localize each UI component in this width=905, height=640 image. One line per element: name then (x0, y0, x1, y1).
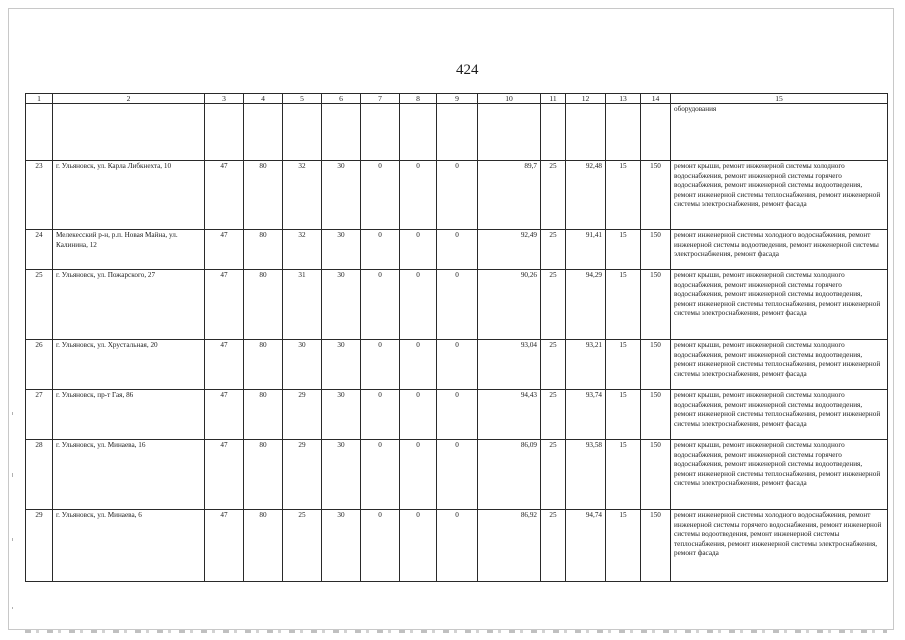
value-col5: 25 (283, 510, 322, 582)
value-col3: 47 (205, 230, 244, 270)
row-number: 23 (26, 161, 53, 230)
row-number: 28 (26, 440, 53, 510)
column-number: 2 (53, 94, 205, 104)
table-row (26, 161, 888, 230)
value-col6: 30 (322, 230, 361, 270)
column-number: 11 (541, 94, 566, 104)
value-col7: 0 (361, 161, 400, 230)
value-col4: 80 (244, 230, 283, 270)
value-col4: 80 (244, 270, 283, 340)
table-row (26, 230, 888, 270)
column-number: 15 (671, 94, 888, 104)
value-col8: 0 (400, 270, 437, 340)
column-number: 8 (400, 94, 437, 104)
value-col5: 29 (283, 390, 322, 440)
value-col11: 25 (541, 440, 566, 510)
value-col9: 0 (437, 161, 478, 230)
table-row (26, 510, 888, 582)
value-col5: 30 (283, 340, 322, 390)
value-col11: 25 (541, 510, 566, 582)
row-number: 24 (26, 230, 53, 270)
scan-speck (12, 473, 13, 477)
scan-speck (12, 538, 13, 541)
value-col10: 93,04 (478, 340, 541, 390)
value-col12: 93,21 (566, 340, 606, 390)
value-col9: 0 (437, 230, 478, 270)
value-col7: 0 (361, 510, 400, 582)
value-col8: 0 (400, 440, 437, 510)
value-col14: 150 (641, 440, 671, 510)
value-col7: 0 (361, 270, 400, 340)
value-col13: 15 (606, 390, 641, 440)
column-number: 4 (244, 94, 283, 104)
value-col13: 15 (606, 510, 641, 582)
value-col11: 25 (541, 161, 566, 230)
value-col3: 47 (205, 440, 244, 510)
work-description: ремонт крыши, ремонт инженерной системы холодного водоснабжения, ремонт инженерной системы горячего водоснабжения, ремонт инженерной системы водоотведения, ремонт инженерной системы теплоснабжения, ремонт инженерной системы электроснабжения, ремонт фасада (671, 270, 888, 340)
value-col12: 94,74 (566, 510, 606, 582)
value-col14: 150 (641, 390, 671, 440)
row-number: 29 (26, 510, 53, 582)
value-col14: 150 (641, 270, 671, 340)
work-description: ремонт инженерной системы холодного водоснабжения, ремонт инженерной системы водоотведения, ремонт инженерной системы электроснабжения, ремонт фасада (671, 230, 888, 270)
column-number: 5 (283, 94, 322, 104)
value-col11: 25 (541, 390, 566, 440)
value-col10: 86,92 (478, 510, 541, 582)
work-description: ремонт крыши, ремонт инженерной системы холодного водоснабжения, ремонт инженерной системы водоотведения, ремонт инженерной системы теплоснабжения, ремонт инженерной системы электроснабжения, ремонт фасада (671, 390, 888, 440)
value-col12: 91,41 (566, 230, 606, 270)
value-col13: 15 (606, 270, 641, 340)
value-col3: 47 (205, 510, 244, 582)
address: г. Ульяновск, ул. Карла Либкнехта, 10 (53, 161, 205, 230)
value-col5: 32 (283, 230, 322, 270)
column-number-row (26, 94, 888, 104)
table-body (26, 94, 888, 582)
value-col10: 90,26 (478, 270, 541, 340)
value-col9: 0 (437, 510, 478, 582)
value-col5: 29 (283, 440, 322, 510)
value-col6: 30 (322, 440, 361, 510)
value-col11: 25 (541, 270, 566, 340)
value-col8: 0 (400, 340, 437, 390)
scan-noise (25, 630, 887, 633)
value-col3: 47 (205, 390, 244, 440)
value-col8: 0 (400, 510, 437, 582)
work-description: ремонт крыши, ремонт инженерной системы холодного водоснабжения, ремонт инженерной системы горячего водоснабжения, ремонт инженерной системы водоотведения, ремонт инженерной системы теплоснабжения, ремонт инженерной системы электроснабжения, ремонт фасада (671, 440, 888, 510)
value-col7: 0 (361, 340, 400, 390)
value-col13: 15 (606, 161, 641, 230)
value-col8: 0 (400, 230, 437, 270)
row-number: 25 (26, 270, 53, 340)
value-col4: 80 (244, 390, 283, 440)
column-number: 10 (478, 94, 541, 104)
column-number: 1 (26, 94, 53, 104)
value-col6: 30 (322, 510, 361, 582)
column-number: 12 (566, 94, 606, 104)
value-col6: 30 (322, 270, 361, 340)
value-col14: 150 (641, 230, 671, 270)
scan-speck (12, 412, 13, 415)
value-col4: 80 (244, 161, 283, 230)
value-col12: 93,58 (566, 440, 606, 510)
value-col12: 92,48 (566, 161, 606, 230)
address: Мелекесский р-н, р.п. Новая Майна, ул. Калинина, 12 (53, 230, 205, 270)
value-col7: 0 (361, 440, 400, 510)
value-col11: 25 (541, 230, 566, 270)
value-col5: 32 (283, 161, 322, 230)
value-col5: 31 (283, 270, 322, 340)
housing-repair-table (25, 93, 888, 582)
value-col9: 0 (437, 440, 478, 510)
value-col12: 93,74 (566, 390, 606, 440)
table-row (26, 270, 888, 340)
value-col3: 47 (205, 270, 244, 340)
work-description: ремонт крыши, ремонт инженерной системы холодного водоснабжения, ремонт инженерной системы горячего водоснабжения, ремонт инженерной системы водоотведения, ремонт инженерной системы теплоснабжения, ремонт инженерной системы электроснабжения, ремонт фасада (671, 161, 888, 230)
column-number: 6 (322, 94, 361, 104)
value-col12: 94,29 (566, 270, 606, 340)
value-col11: 25 (541, 340, 566, 390)
value-col9: 0 (437, 390, 478, 440)
column-number: 13 (606, 94, 641, 104)
value-col6: 30 (322, 390, 361, 440)
table-row (26, 440, 888, 510)
value-col3: 47 (205, 161, 244, 230)
value-col8: 0 (400, 161, 437, 230)
address: г. Ульяновск, пр-т Гая, 86 (53, 390, 205, 440)
value-col7: 0 (361, 390, 400, 440)
address: г. Ульяновск, ул. Пожарского, 27 (53, 270, 205, 340)
value-col4: 80 (244, 340, 283, 390)
value-col14: 150 (641, 340, 671, 390)
row-number: 26 (26, 340, 53, 390)
value-col13: 15 (606, 440, 641, 510)
carry-over-row (26, 104, 888, 161)
page-number: 424 (456, 62, 479, 78)
address: г. Ульяновск, ул. Минаева, 16 (53, 440, 205, 510)
address: г. Ульяновск, ул. Минаева, 6 (53, 510, 205, 582)
column-number: 7 (361, 94, 400, 104)
column-number: 9 (437, 94, 478, 104)
value-col4: 80 (244, 510, 283, 582)
value-col3: 47 (205, 340, 244, 390)
value-col9: 0 (437, 340, 478, 390)
column-number: 3 (205, 94, 244, 104)
value-col9: 0 (437, 270, 478, 340)
table-row (26, 340, 888, 390)
value-col4: 80 (244, 440, 283, 510)
carry-over-text: оборудования (671, 104, 888, 161)
table-row (26, 390, 888, 440)
work-description: ремонт инженерной системы холодного водоснабжения, ремонт инженерной системы горячего водоснабжения, ремонт инженерной системы водоотведения, ремонт инженерной системы теплоснабжения, ремонт инженерной системы электроснабжения, ремонт фасада (671, 510, 888, 582)
value-col13: 15 (606, 230, 641, 270)
row-number: 27 (26, 390, 53, 440)
value-col10: 94,43 (478, 390, 541, 440)
value-col6: 30 (322, 161, 361, 230)
value-col10: 92,49 (478, 230, 541, 270)
value-col10: 86,09 (478, 440, 541, 510)
value-col8: 0 (400, 390, 437, 440)
value-col7: 0 (361, 230, 400, 270)
value-col14: 150 (641, 510, 671, 582)
value-col10: 89,7 (478, 161, 541, 230)
value-col14: 150 (641, 161, 671, 230)
work-description: ремонт крыши, ремонт инженерной системы холодного водоснабжения, ремонт инженерной системы водоотведения, ремонт инженерной системы теплоснабжения, ремонт инженерной системы электроснабжения, ремонт фасада (671, 340, 888, 390)
column-number: 14 (641, 94, 671, 104)
address: г. Ульяновск, ул. Хрустальная, 20 (53, 340, 205, 390)
value-col6: 30 (322, 340, 361, 390)
value-col13: 15 (606, 340, 641, 390)
scan-speck (12, 607, 13, 609)
